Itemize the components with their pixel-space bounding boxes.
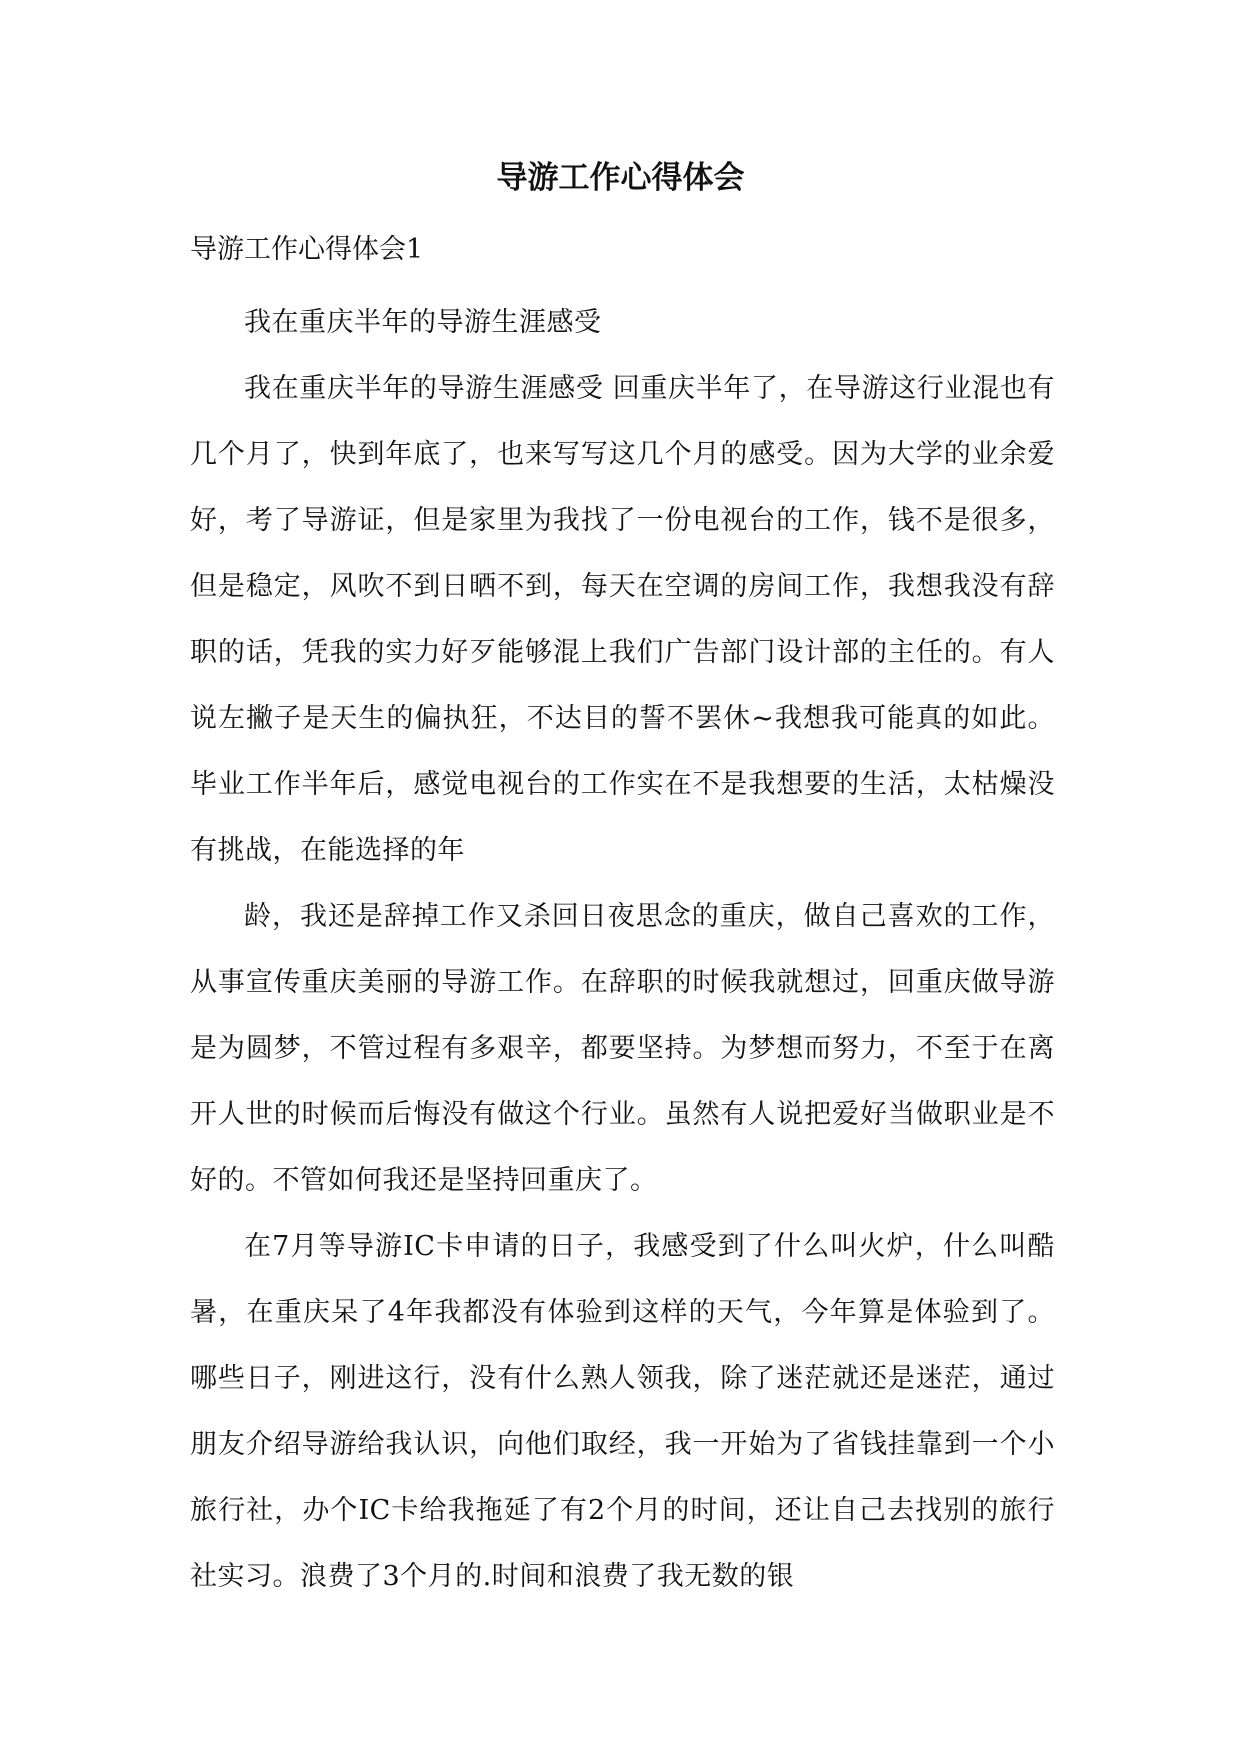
paragraph-4: 在7月等导游IC卡申请的日子，我感受到了什么叫火炉，什么叫酷暑，在重庆呆了4年我都没有体验到这样的天气，今年算是体验到了。哪些日子，刚进这行，没有什么熟人领我，除了迷茫就还是迷茫，通过朋友介绍导游给我认识，向他们取经，我一开始为了省钱挂靠到一个小旅行社，办个IC卡给我拖延了有2个月的时间，还让自己去找别的旅行社实习。浪费了3个月的.时间和浪费了我无数的银 <box>190 1231 1055 1592</box>
section-heading: 导游工作心得体会1 <box>190 234 424 265</box>
document-title: 导游工作心得体会 <box>496 160 745 196</box>
paragraph-1: 我在重庆半年的导游生涯感受 <box>244 307 602 338</box>
document-body <box>190 290 1055 1610</box>
paragraph-2: 我在重庆半年的导游生涯感受 回重庆半年了，在导游这行业混也有几个月了，快到年底了，也来写写这几个月的感受。因为大学的业余爱好，考了导游证，但是家里为我找了一份电视台的工作，钱不是很多，但是稳定，风吹不到日晒不到，每天在空调的房间工作，我想我没有辞职的话，凭我的实力好歹能够混上我们广告部门设计部的主任的。有人说左撇子是天生的偏执狂，不达目的誓不罢休~我想我可能真的如此。 毕业工作半年后，感觉电视台的工作实在不是我想要的生活，太枯燥没有挑战，在能选择的年 <box>190 373 1055 866</box>
paragraph-3: 龄，我还是辞掉工作又杀回日夜思念的重庆，做自己喜欢的工作，从事宣传重庆美丽的导游工作。在辞职的时候我就想过，回重庆做导游是为圆梦，不管过程有多艰辛，都要坚持。为梦想而努力，不至于在离开人世的时候而后悔没有做这个行业。虽然有人说把爱好当做职业是不好的。不管如何我还是坚持回重庆了。 <box>190 901 1055 1196</box>
